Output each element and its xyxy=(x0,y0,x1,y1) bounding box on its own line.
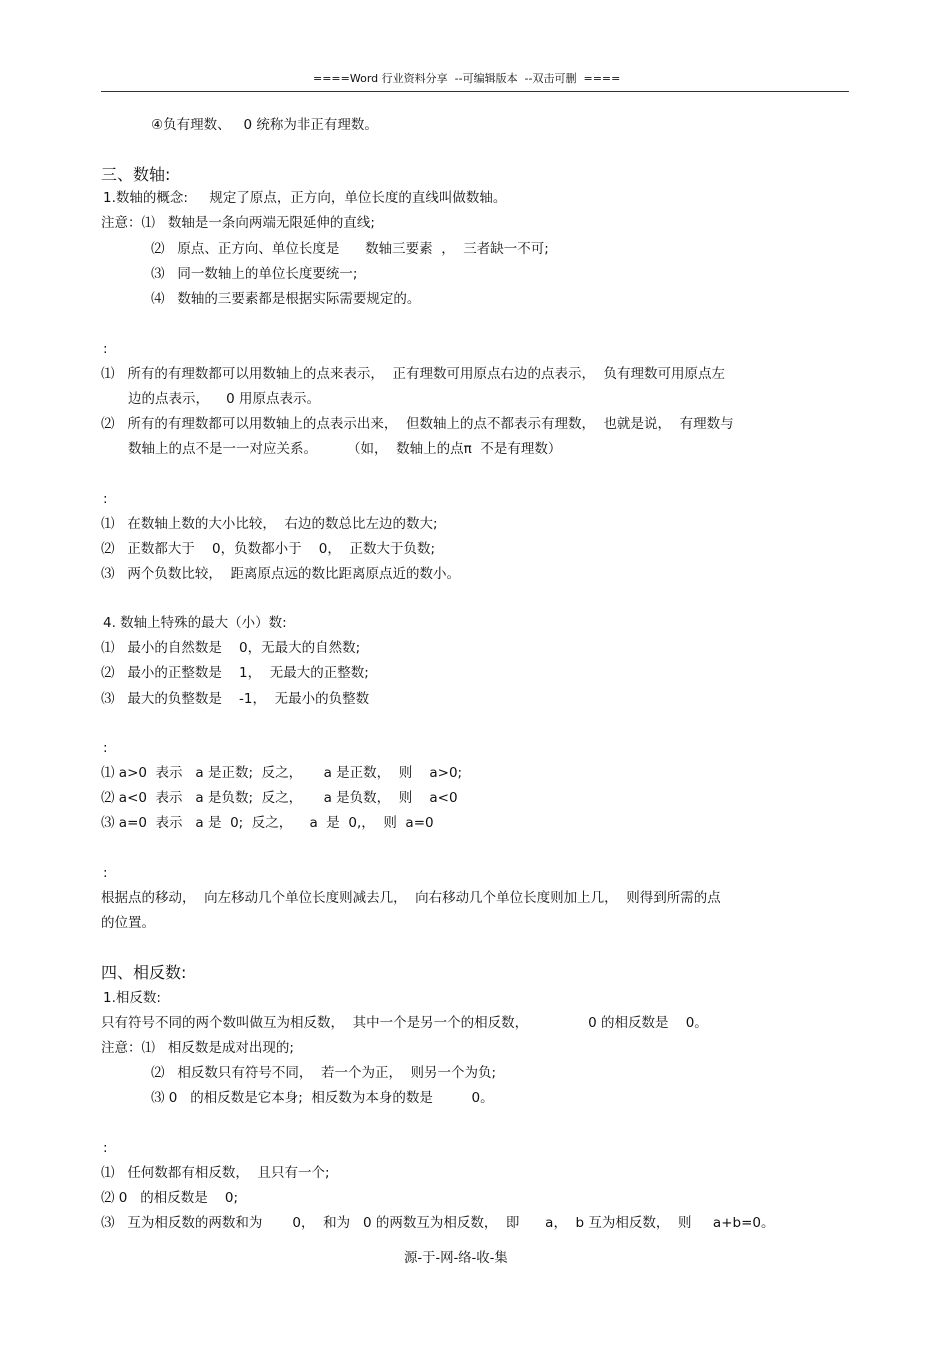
text-line: ⑶ 互为相反数的两数和为 0， 和为 0 的两数互为相反数， 即 a， b 互为相反数， 则 a+b=0。 xyxy=(101,1215,775,1231)
text-line: ⑵ 原点、正方向、单位长度是 数轴三要素 ， 三者缺一不可; xyxy=(151,241,549,257)
section-heading: 四、相反数: xyxy=(101,963,187,982)
text-line: 根据点的移动， 向左移动几个单位长度则减去几， 向右移动几个单位长度则加上几， 则得到所需的点 xyxy=(101,890,721,906)
text-line: ⑵ 最小的正整数是 1， 无最大的正整数; xyxy=(101,665,369,681)
text-line: 注意：⑴ 相反数是成对出现的; xyxy=(101,1040,294,1056)
text-line: ⑶ 最大的负整数是 -1， 无最小的负整数 xyxy=(101,691,370,707)
text-line: ⑶ a=0 表示 a 是 0; 反之， a 是 0,， 则 a=0 xyxy=(101,815,434,831)
text-line: ⑶ 两个负数比较， 距离原点远的数比距离原点近的数小。 xyxy=(101,566,460,582)
text-line: ⑵ 正数都大于 0，负数都小于 0， 正数大于负数; xyxy=(101,541,436,557)
text-line: 注意：⑴ 数轴是一条向两端无限延伸的直线; xyxy=(101,215,375,231)
text-line: ⑵ 相反数只有符号不同， 若一个为正， 则另一个为负; xyxy=(151,1065,497,1081)
text-line: ⑴ a>0 表示 a 是正数; 反之， a 是正数， 则 a>0; xyxy=(101,765,463,781)
page-header: ====Word 行业资料分享 --可编辑版本 --双击可删 ==== xyxy=(313,72,621,85)
text-line: : xyxy=(103,491,108,507)
text-line: ⑴ 所有的有理数都可以用数轴上的点来表示， 正有理数可用原点右边的点表示， 负有理数可用原点左 xyxy=(101,366,726,382)
text-line: 4. 数轴上特殊的最大（小）数: xyxy=(103,615,287,631)
page-footer: 源-于-网-络-收-集 xyxy=(404,1250,508,1266)
section-heading: 三、数轴: xyxy=(101,165,171,184)
text-line: 数轴上的点不是一一对应关系。 （如， 数轴上的点π 不是有理数） xyxy=(128,441,562,457)
text-line: 1.数轴的概念: 规定了原点，正方向，单位长度的直线叫做数轴。 xyxy=(103,190,507,206)
text-line: ⑵ 所有的有理数都可以用数轴上的点表示出来， 但数轴上的点不都表示有理数， 也就是说， 有理数与 xyxy=(101,416,734,432)
text-line: ④负有理数、 0 统称为非正有理数。 xyxy=(151,117,378,133)
text-line: : xyxy=(103,740,108,756)
text-line: 的位置。 xyxy=(101,915,155,931)
text-line: ⑴ 最小的自然数是 0，无最大的自然数; xyxy=(101,640,361,656)
text-line: ⑶ 0 的相反数是它本身; 相反数为本身的数是 0。 xyxy=(151,1090,494,1106)
text-line: 边的点表示， 0 用原点表示。 xyxy=(128,391,321,407)
text-line: ⑵ 0 的相反数是 0; xyxy=(101,1190,239,1206)
text-line: ⑵ a<0 表示 a 是负数; 反之， a 是负数， 则 a<0 xyxy=(101,790,458,806)
text-line: ⑷ 数轴的三要素都是根据实际需要规定的。 xyxy=(151,291,421,307)
text-line: : xyxy=(103,865,108,881)
text-line: : xyxy=(103,1140,108,1156)
text-line: ⑶ 同一数轴上的单位长度要统一; xyxy=(151,266,358,282)
header-rule xyxy=(101,91,849,92)
text-line: 只有符号不同的两个数叫做互为相反数， 其中一个是另一个的相反数， 0 的相反数是 0。 xyxy=(101,1015,708,1031)
text-line: ⑴ 任何数都有相反数， 且只有一个; xyxy=(101,1165,330,1181)
text-line: 1.相反数: xyxy=(103,990,161,1006)
text-line: : xyxy=(103,341,108,357)
text-line: ⑴ 在数轴上数的大小比较， 右边的数总比左边的数大; xyxy=(101,516,438,532)
